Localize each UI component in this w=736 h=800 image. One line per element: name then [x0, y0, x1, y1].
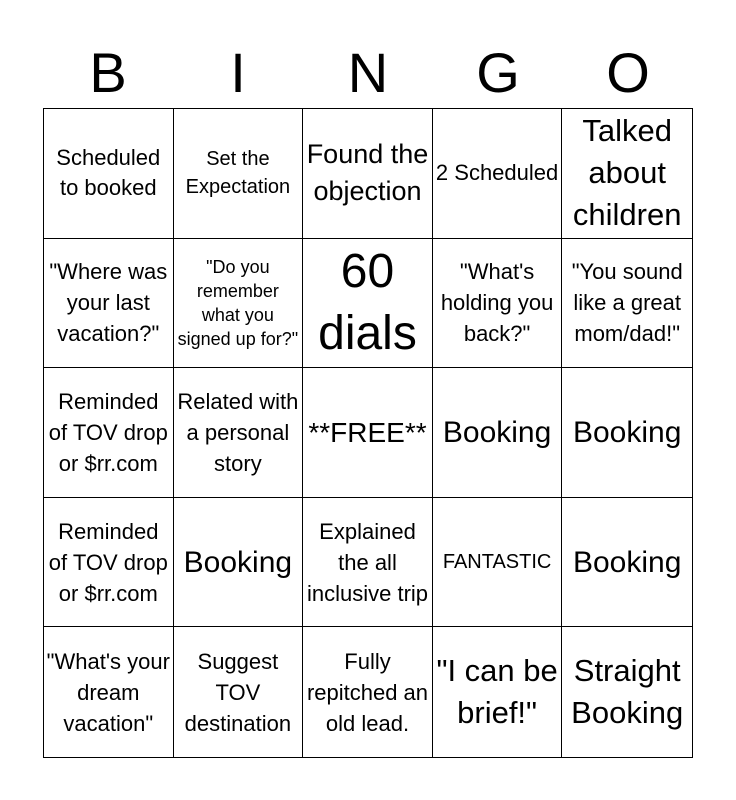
bingo-cell[interactable]: Booking: [433, 368, 563, 498]
bingo-cell[interactable]: 2 Scheduled: [433, 109, 563, 239]
bingo-cell[interactable]: "You sound like a great mom/dad!": [562, 239, 692, 369]
bingo-cell[interactable]: Fully repitched an old lead.: [303, 627, 433, 757]
bingo-cell-free[interactable]: **FREE**: [303, 368, 433, 498]
bingo-cell[interactable]: Talked about children: [562, 109, 692, 239]
bingo-cell[interactable]: Booking: [562, 498, 692, 628]
bingo-cell[interactable]: Straight Booking: [571, 653, 684, 731]
header-letter-o: O: [606, 41, 650, 104]
bingo-cell[interactable]: Related with a personal story: [174, 368, 304, 498]
bingo-cell[interactable]: "What's your dream vacation": [44, 627, 174, 757]
bingo-cell[interactable]: Scheduled to booked: [44, 109, 174, 239]
bingo-cell[interactable]: Found the objection: [303, 109, 433, 239]
bingo-cell[interactable]: Booking: [562, 368, 692, 498]
bingo-cell[interactable]: "Where was your last vacation?": [44, 239, 174, 369]
bingo-cell[interactable]: Explained the all inclusive trip: [303, 498, 433, 628]
bingo-cell[interactable]: "What's holding you back?": [433, 239, 563, 369]
bingo-cell[interactable]: 60 dials: [303, 239, 433, 369]
header-letter-i: I: [230, 41, 246, 104]
bingo-cell[interactable]: Suggest TOV destination: [174, 627, 304, 757]
bingo-cell[interactable]: "I can be brief!": [433, 627, 563, 757]
bingo-cell[interactable]: Set the Expectation: [174, 109, 304, 239]
header-letter-g: G: [476, 41, 520, 104]
bingo-card-grid: [43, 108, 693, 758]
bingo-cell[interactable]: Reminded of TOV drop or $rr.com: [44, 498, 174, 628]
header-letter-n: N: [347, 41, 389, 104]
bingo-cell[interactable]: "Do you remember what you signed up for?": [174, 239, 304, 369]
bingo-cell[interactable]: Booking: [174, 498, 304, 628]
bingo-cell[interactable]: FANTASTIC: [433, 498, 563, 628]
bingo-header: [43, 38, 693, 108]
header-letter-b: B: [89, 41, 127, 104]
bingo-cell[interactable]: Reminded of TOV drop or $rr.com: [44, 368, 174, 498]
